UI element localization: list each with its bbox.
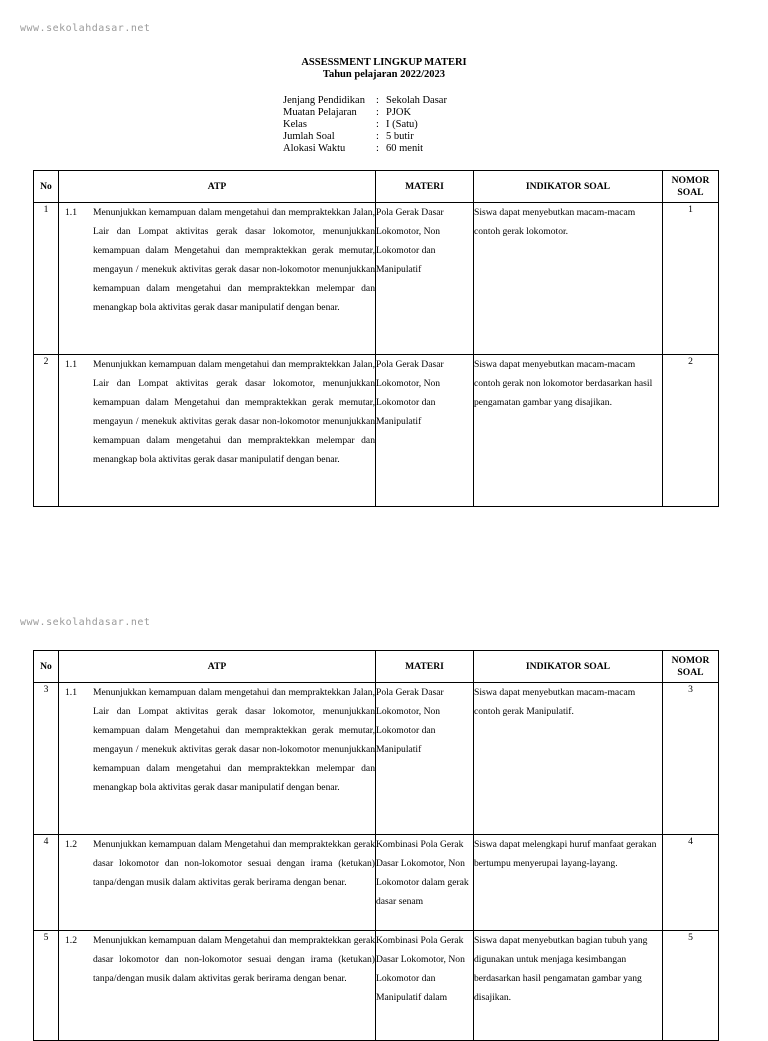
atp-cell xyxy=(59,203,376,355)
meta-colon: : xyxy=(376,95,379,106)
nomor-soal-cell: 4 xyxy=(663,835,719,931)
meta-value: 5 butir xyxy=(386,131,414,142)
assessment-table-page-1 xyxy=(33,170,719,507)
table-row xyxy=(34,683,719,835)
meta-label: Alokasi Waktu xyxy=(283,143,346,154)
meta-row-muatan xyxy=(283,107,447,119)
meta-label: Muatan Pelajaran xyxy=(283,107,357,118)
table-row xyxy=(34,835,719,931)
meta-row-jumlah-soal xyxy=(283,131,447,143)
indikator-cell: Siswa dapat menyebutkan macam-macam contoh gerak lokomotor. xyxy=(474,203,663,355)
atp-code: 1.1 xyxy=(65,207,77,218)
row-number: 5 xyxy=(34,931,59,1041)
row-number: 4 xyxy=(34,835,59,931)
atp-text: Menunjukkan kemampuan dalam mengetahui dan mempraktekkan Jalan, Lair dan Lompat aktivitas gerak dasar lokomotor, menunjukkan kemampuan dalam Mengetahui dan mempraktekkan gerak memutar, mengayun / menekuk aktivitas gerak dasar non-lokomotor menunjukkan kemampuan dalam mengetahui dan mempraktekkan melempar dan menangkap bola aktivitas gerak dasar manipulatif dengan benar. xyxy=(93,359,375,465)
meta-colon: : xyxy=(376,107,379,118)
table-row xyxy=(34,203,719,355)
atp-code: 1.1 xyxy=(65,359,77,370)
document-title: ASSESSMENT LINGKUP MATERI xyxy=(301,57,467,68)
materi-cell: Kombinasi Pola Gerak Dasar Lokomotor, Non Lokomotor dalam gerak dasar senam xyxy=(376,835,474,931)
nomor-soal-cell: 3 xyxy=(663,683,719,835)
atp-text: Menunjukkan kemampuan dalam Mengetahui dan mempraktekkan gerak dasar lokomotor dan non-lokomotor sesuai dengan irama (ketukan) tanpa/dengan musik dalam aktivitas gerak berirama dengan benar. xyxy=(93,935,375,984)
column-header-atp: ATP xyxy=(59,171,376,203)
table-header-row xyxy=(34,171,719,203)
atp-cell xyxy=(59,835,376,931)
atp-cell xyxy=(59,683,376,835)
meta-colon: : xyxy=(376,143,379,154)
materi-cell: Pola Gerak Dasar Lokomotor, Non Lokomotor dan Manipulatif xyxy=(376,203,474,355)
column-header-indikator: INDIKATOR SOAL xyxy=(474,171,663,203)
atp-cell xyxy=(59,355,376,507)
meta-label: Kelas xyxy=(283,119,307,130)
assessment-table-page-2 xyxy=(33,650,719,1041)
meta-value: I (Satu) xyxy=(386,119,418,130)
watermark-top: www.sekolahdasar.net xyxy=(20,23,151,34)
meta-label: Jenjang Pendidikan xyxy=(283,95,365,106)
atp-cell xyxy=(59,931,376,1041)
document-meta xyxy=(283,95,447,155)
nomor-soal-cell: 1 xyxy=(663,203,719,355)
row-number: 1 xyxy=(34,203,59,355)
materi-cell: Pola Gerak Dasar Lokomotor, Non Lokomotor dan Manipulatif xyxy=(376,683,474,835)
atp-text: Menunjukkan kemampuan dalam mengetahui dan mempraktekkan Jalan, Lair dan Lompat aktivitas gerak dasar lokomotor, menunjukkan kemampuan dalam Mengetahui dan mempraktekkan gerak memutar, mengayun / menekuk aktivitas gerak dasar non-lokomotor menunjukkan kemampuan dalam mengetahui dan mempraktekkan melempar dan menangkap bola aktivitas gerak dasar manipulatif dengan benar. xyxy=(93,687,375,793)
column-header-indikator: INDIKATOR SOAL xyxy=(474,651,663,683)
table-header-row xyxy=(34,651,719,683)
row-number: 3 xyxy=(34,683,59,835)
column-header-nomor-soal: NOMOR SOAL xyxy=(663,171,719,203)
column-header-atp: ATP xyxy=(59,651,376,683)
atp-code: 1.2 xyxy=(65,839,77,850)
meta-value: PJOK xyxy=(386,107,412,118)
indikator-cell: Siswa dapat melengkapi huruf manfaat gerakan bertumpu menyerupai layang-layang. xyxy=(474,835,663,931)
nomor-soal-cell: 2 xyxy=(663,355,719,507)
row-number: 2 xyxy=(34,355,59,507)
watermark-middle: www.sekolahdasar.net xyxy=(20,617,151,628)
indikator-cell: Siswa dapat menyebutkan macam-macam contoh gerak non lokomotor berdasarkan hasil pengamatan gambar yang disajikan. xyxy=(474,355,663,507)
column-header-nomor-soal: NOMOR SOAL xyxy=(663,651,719,683)
document-subtitle: Tahun pelajaran 2022/2023 xyxy=(322,69,446,80)
atp-code: 1.1 xyxy=(65,687,77,698)
meta-value: 60 menit xyxy=(386,143,424,154)
atp-code: 1.2 xyxy=(65,935,77,946)
nomor-soal-cell: 5 xyxy=(663,931,719,1041)
materi-cell: Pola Gerak Dasar Lokomotor, Non Lokomotor dan Manipulatif xyxy=(376,355,474,507)
column-header-no: No xyxy=(34,651,59,683)
meta-value: Sekolah Dasar xyxy=(386,95,447,106)
atp-text: Menunjukkan kemampuan dalam mengetahui dan mempraktekkan Jalan, Lair dan Lompat aktivitas gerak dasar lokomotor, menunjukkan kemampuan dalam Mengetahui dan mempraktekkan gerak memutar, mengayun / menekuk aktivitas gerak dasar non-lokomotor menunjukkan kemampuan dalam mengetahui dan mempraktekkan melempar dan menangkap bola aktivitas gerak dasar manipulatif dengan benar. xyxy=(93,207,375,313)
meta-row-alokasi-waktu xyxy=(283,143,447,155)
table-row xyxy=(34,355,719,507)
column-header-materi: MATERI xyxy=(376,171,474,203)
meta-colon: : xyxy=(376,119,379,130)
meta-row-jenjang xyxy=(283,95,447,107)
indikator-cell: Siswa dapat menyebutkan macam-macam contoh gerak Manipulatif. xyxy=(474,683,663,835)
atp-text: Menunjukkan kemampuan dalam Mengetahui dan mempraktekkan gerak dasar lokomotor dan non-lokomotor sesuai dengan irama (ketukan) tanpa/dengan musik dalam aktivitas gerak berirama dengan benar. xyxy=(93,839,375,888)
column-header-materi: MATERI xyxy=(376,651,474,683)
materi-cell: Kombinasi Pola Gerak Dasar Lokomotor, Non Lokomotor dan Manipulatif dalam xyxy=(376,931,474,1041)
meta-colon: : xyxy=(376,131,379,142)
meta-row-kelas xyxy=(283,119,447,131)
column-header-no: No xyxy=(34,171,59,203)
meta-label: Jumlah Soal xyxy=(283,131,335,142)
table-row xyxy=(34,931,719,1041)
indikator-cell: Siswa dapat menyebutkan bagian tubuh yang digunakan untuk menjaga kesimbangan berdasarkan hasil pengamatan gambar yang disajikan. xyxy=(474,931,663,1041)
